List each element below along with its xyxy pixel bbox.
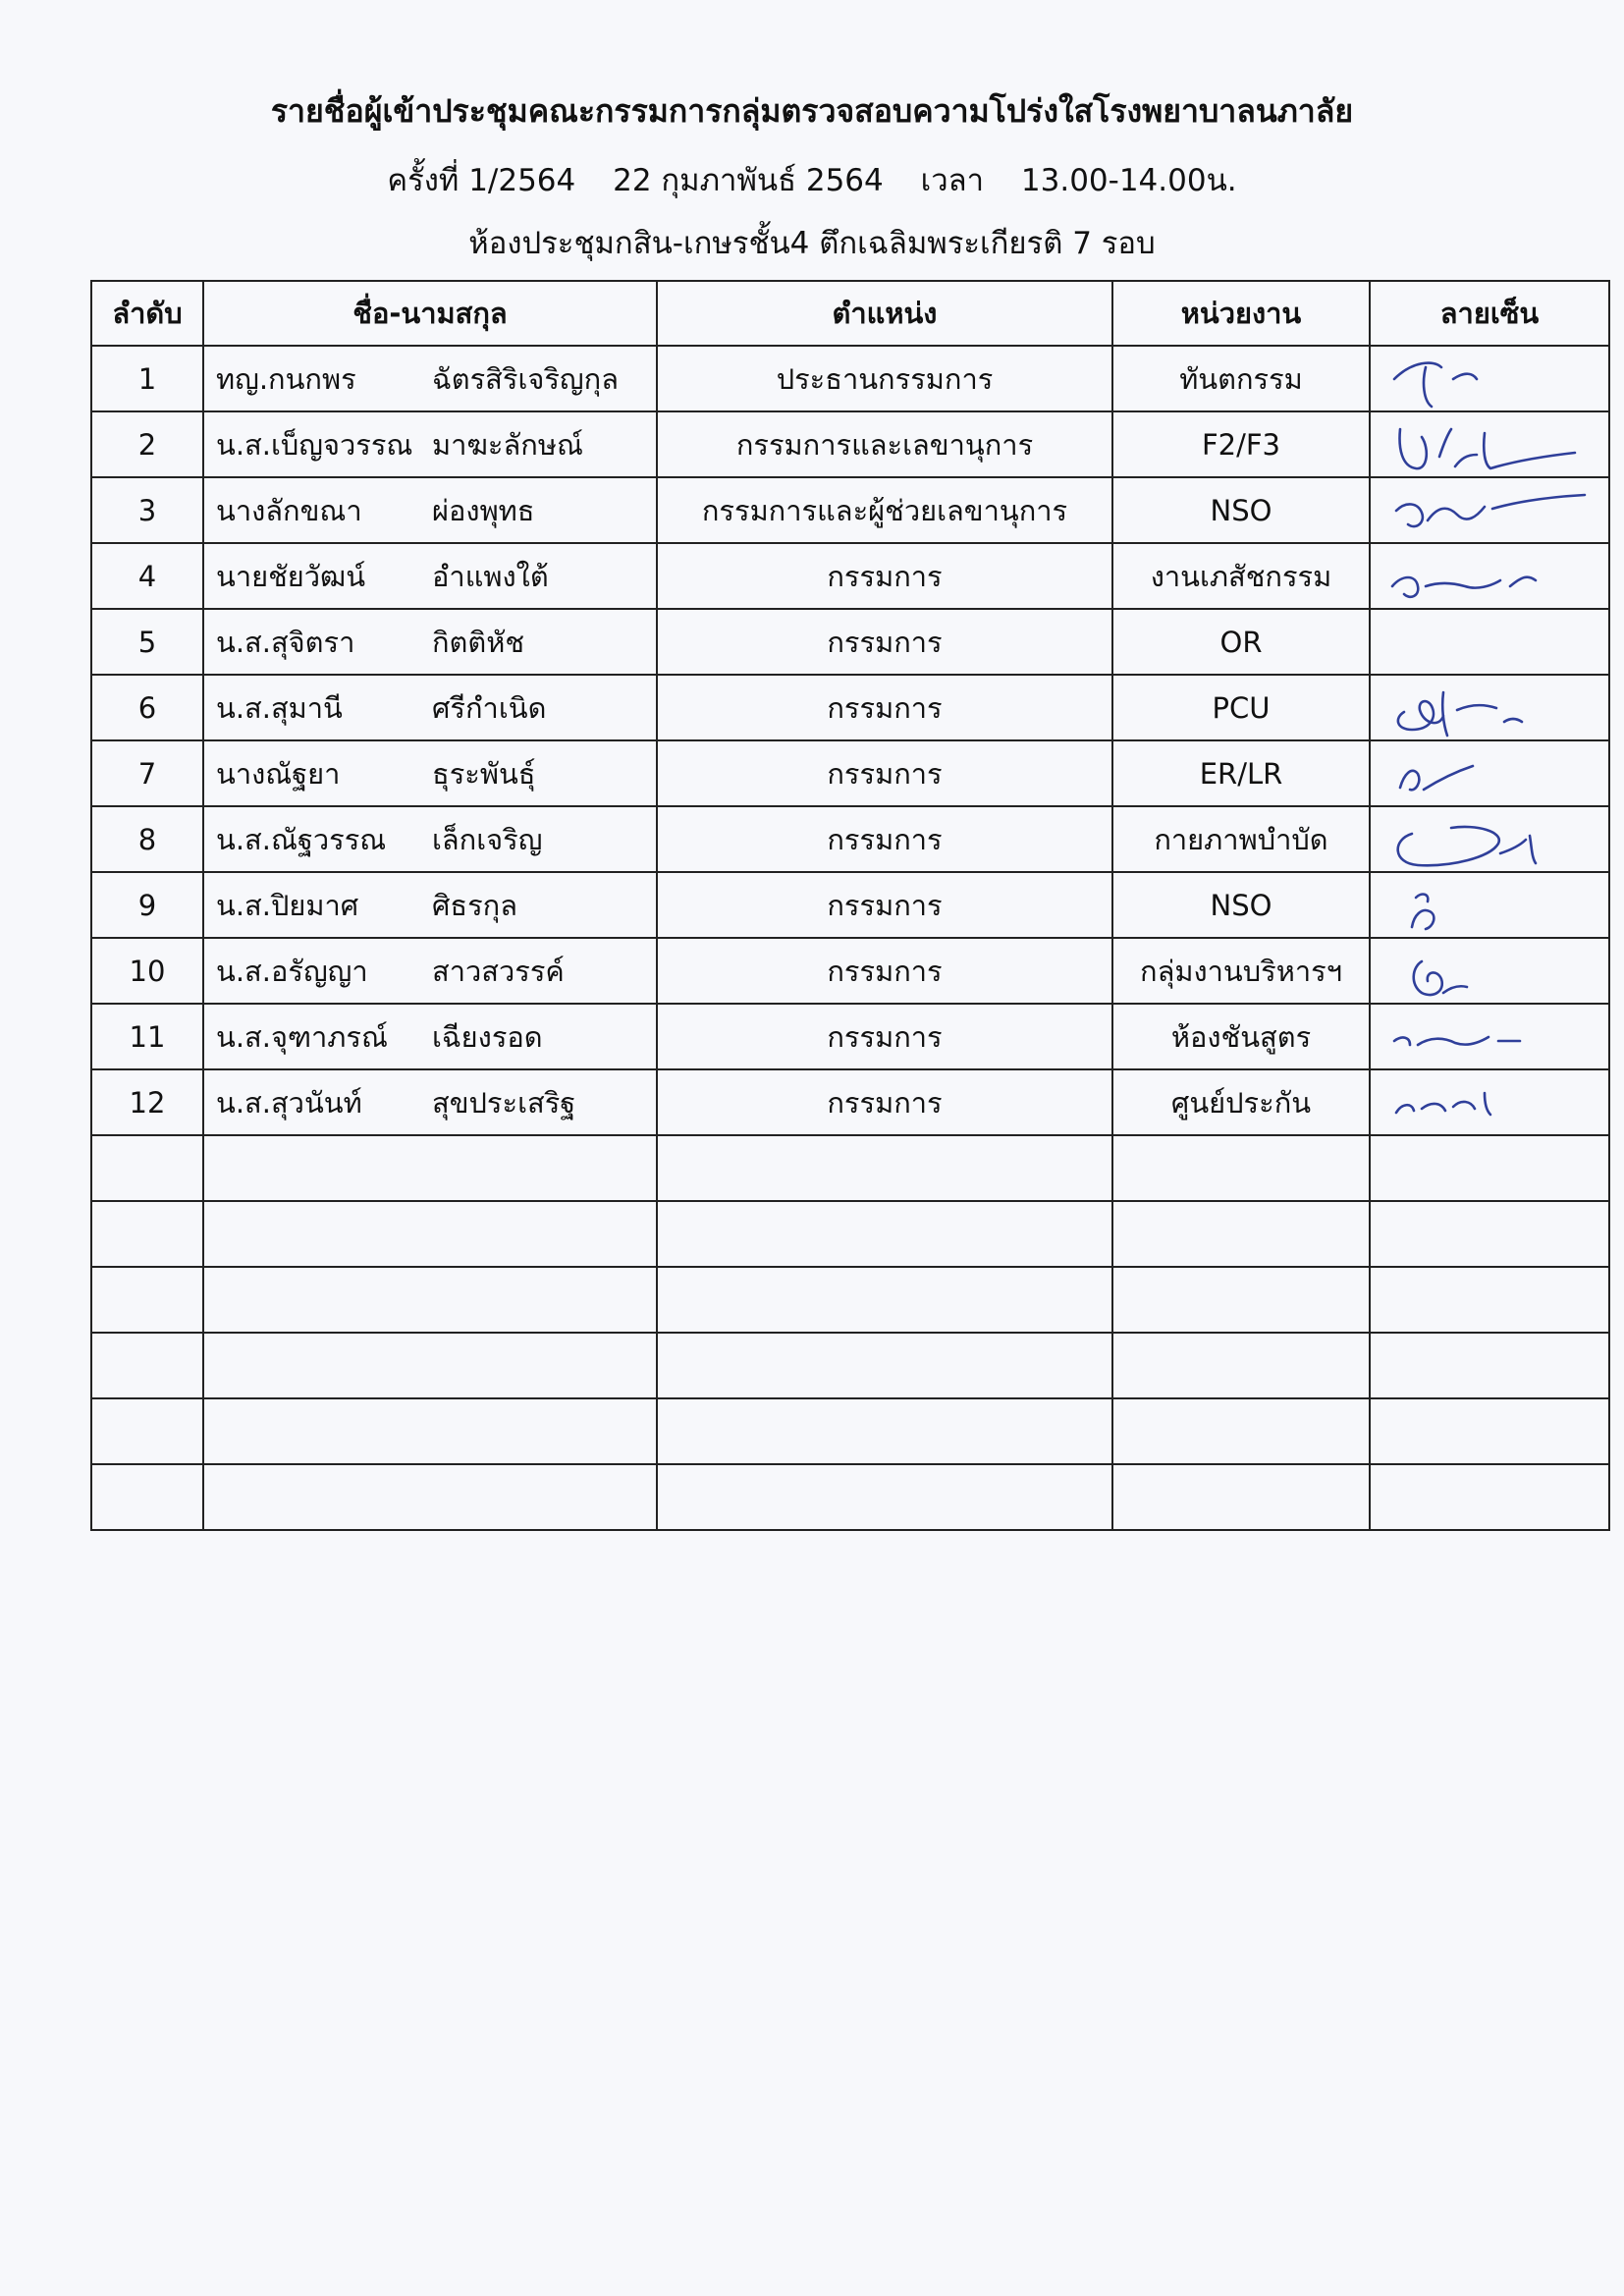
table-row xyxy=(91,411,1609,477)
blank-row xyxy=(91,1201,1609,1267)
column-header-order: ลำดับ xyxy=(91,281,203,346)
cell-signature xyxy=(1370,1004,1609,1069)
blank-cell xyxy=(203,1398,657,1464)
blank-cell xyxy=(203,1464,657,1530)
cell-signature xyxy=(1370,740,1609,806)
table-row xyxy=(91,1004,1609,1069)
cell-position: กรรมการ xyxy=(657,938,1112,1004)
first-name: นายชัยวัฒน์ xyxy=(216,559,366,593)
signature-mark xyxy=(1382,1008,1598,1066)
table-row xyxy=(91,740,1609,806)
signature-mark xyxy=(1382,942,1598,1001)
cell-unit: กายภาพบำบัด xyxy=(1112,806,1370,872)
first-name: น.ส.ณัฐวรรณ xyxy=(216,822,387,856)
signature-mark xyxy=(1382,415,1598,474)
blank-cell xyxy=(1370,1398,1609,1464)
meeting-number: ครั้งที่ 1/2564 xyxy=(387,163,576,198)
column-header-name: ชื่อ-นามสกุล xyxy=(203,281,657,346)
cell-signature xyxy=(1370,543,1609,609)
signature-mark xyxy=(1382,744,1598,803)
blank-cell xyxy=(1112,1464,1370,1530)
signature-mark xyxy=(1382,876,1598,935)
last-name: สาวสวรรค์ xyxy=(432,954,565,988)
cell-name xyxy=(203,543,657,609)
column-header-position: ตำแหน่ง xyxy=(657,281,1112,346)
last-name: ฉัตรสิริเจริญกุล xyxy=(432,361,619,396)
cell-signature xyxy=(1370,346,1609,411)
meeting-time-label: เวลา xyxy=(920,163,985,198)
blank-cell xyxy=(1112,1267,1370,1333)
cell-signature xyxy=(1370,477,1609,543)
cell-unit: ศูนย์ประกัน xyxy=(1112,1069,1370,1135)
blank-cell xyxy=(1370,1267,1609,1333)
first-name: น.ส.สุมานี xyxy=(216,690,343,725)
table-row xyxy=(91,1069,1609,1135)
cell-name xyxy=(203,609,657,675)
cell-unit: ER/LR xyxy=(1112,740,1370,806)
blank-row xyxy=(91,1135,1609,1201)
cell-name xyxy=(203,477,657,543)
cell-position: กรรมการ xyxy=(657,609,1112,675)
first-name: นางลักขณา xyxy=(216,493,362,527)
cell-name xyxy=(203,872,657,938)
column-header-unit: หน่วยงาน xyxy=(1112,281,1370,346)
blank-row xyxy=(91,1267,1609,1333)
table-row xyxy=(91,609,1609,675)
cell-position: กรรมการ xyxy=(657,872,1112,938)
last-name: เฉียงรอด xyxy=(432,1019,543,1054)
column-header-signature: ลายเซ็น xyxy=(1370,281,1609,346)
blank-row xyxy=(91,1398,1609,1464)
table-header-row xyxy=(91,281,1609,346)
meeting-date: 22 กุมภาพันธ์ 2564 xyxy=(613,163,884,198)
signature-mark xyxy=(1382,350,1598,409)
signature-mark xyxy=(1382,810,1598,869)
cell-name xyxy=(203,675,657,740)
blank-cell xyxy=(91,1398,203,1464)
cell-name xyxy=(203,806,657,872)
blank-cell xyxy=(91,1464,203,1530)
blank-cell xyxy=(1370,1201,1609,1267)
cell-name xyxy=(203,740,657,806)
cell-position: กรรมการและเลขานุการ xyxy=(657,411,1112,477)
table-row xyxy=(91,675,1609,740)
blank-row xyxy=(91,1464,1609,1530)
blank-row xyxy=(91,1333,1609,1398)
blank-cell xyxy=(657,1201,1112,1267)
last-name: อำแพงใต้ xyxy=(432,559,549,593)
signature-mark xyxy=(1382,1073,1598,1132)
cell-order: 7 xyxy=(91,740,203,806)
cell-unit: PCU xyxy=(1112,675,1370,740)
last-name: มาฆะลักษณ์ xyxy=(432,427,583,462)
signature-mark xyxy=(1382,481,1598,540)
first-name: น.ส.อรัญญา xyxy=(216,954,368,988)
table-row xyxy=(91,346,1609,411)
blank-cell xyxy=(203,1201,657,1267)
blank-cell xyxy=(1112,1398,1370,1464)
cell-signature xyxy=(1370,1069,1609,1135)
blank-cell xyxy=(657,1267,1112,1333)
last-name: สุขประเสริฐ xyxy=(432,1085,576,1120)
cell-signature xyxy=(1370,675,1609,740)
cell-order: 2 xyxy=(91,411,203,477)
blank-cell xyxy=(1112,1333,1370,1398)
cell-unit: F2/F3 xyxy=(1112,411,1370,477)
meeting-time: 13.00-14.00น. xyxy=(1020,163,1237,198)
last-name: ศิธรกุล xyxy=(432,888,518,922)
cell-signature xyxy=(1370,609,1609,675)
cell-position: กรรมการ xyxy=(657,740,1112,806)
cell-order: 8 xyxy=(91,806,203,872)
cell-unit: NSO xyxy=(1112,477,1370,543)
cell-name xyxy=(203,938,657,1004)
blank-cell xyxy=(657,1135,1112,1201)
blank-cell xyxy=(657,1464,1112,1530)
last-name: ธุระพันธุ์ xyxy=(432,756,536,791)
cell-name xyxy=(203,1069,657,1135)
cell-position: กรรมการ xyxy=(657,1004,1112,1069)
signature-mark xyxy=(1382,547,1598,606)
table-row xyxy=(91,938,1609,1004)
cell-name xyxy=(203,346,657,411)
cell-position: กรรมการและผู้ช่วยเลขานุการ xyxy=(657,477,1112,543)
cell-order: 1 xyxy=(91,346,203,411)
cell-unit: ห้องชันสูตร xyxy=(1112,1004,1370,1069)
cell-signature xyxy=(1370,872,1609,938)
cell-unit: ทันตกรรม xyxy=(1112,346,1370,411)
cell-unit: กลุ่มงานบริหารฯ xyxy=(1112,938,1370,1004)
first-name: น.ส.สุวนันท์ xyxy=(216,1085,362,1120)
first-name: นางณัฐยา xyxy=(216,756,341,791)
cell-position: กรรมการ xyxy=(657,806,1112,872)
cell-position: กรรมการ xyxy=(657,675,1112,740)
cell-order: 5 xyxy=(91,609,203,675)
first-name: ทญ.กนกพร xyxy=(216,361,356,396)
cell-order: 11 xyxy=(91,1004,203,1069)
blank-cell xyxy=(657,1333,1112,1398)
blank-cell xyxy=(91,1201,203,1267)
blank-cell xyxy=(203,1135,657,1201)
document-title: รายชื่อผู้เข้าประชุมคณะกรรมการกลุ่มตรวจสอบความโปร่งใสโรงพยาบาลนภาลัย xyxy=(270,92,1354,130)
cell-name xyxy=(203,411,657,477)
blank-cell xyxy=(1112,1135,1370,1201)
table-row xyxy=(91,872,1609,938)
cell-order: 3 xyxy=(91,477,203,543)
table-row xyxy=(91,806,1609,872)
table-row xyxy=(91,543,1609,609)
cell-order: 6 xyxy=(91,675,203,740)
cell-unit: NSO xyxy=(1112,872,1370,938)
blank-cell xyxy=(203,1267,657,1333)
last-name: ผ่องพุทธ xyxy=(432,493,535,527)
table-row xyxy=(91,477,1609,543)
cell-order: 10 xyxy=(91,938,203,1004)
blank-cell xyxy=(1112,1201,1370,1267)
cell-signature xyxy=(1370,938,1609,1004)
last-name: เล็กเจริญ xyxy=(432,822,543,856)
cell-position: กรรมการ xyxy=(657,1069,1112,1135)
attendance-table xyxy=(90,280,1610,1531)
blank-cell xyxy=(657,1398,1112,1464)
cell-unit: OR xyxy=(1112,609,1370,675)
first-name: น.ส.เบ็ญจวรรณ xyxy=(216,427,413,462)
first-name: น.ส.จุฑาภรณ์ xyxy=(216,1019,388,1054)
cell-signature xyxy=(1370,411,1609,477)
blank-cell xyxy=(1370,1333,1609,1398)
meeting-info-line xyxy=(0,155,1624,204)
blank-cell xyxy=(91,1135,203,1201)
blank-cell xyxy=(1370,1135,1609,1201)
blank-cell xyxy=(1370,1464,1609,1530)
cell-position: ประธานกรรมการ xyxy=(657,346,1112,411)
cell-name xyxy=(203,1004,657,1069)
last-name: กิตติหัช xyxy=(432,625,525,659)
cell-unit: งานเภสัชกรรม xyxy=(1112,543,1370,609)
first-name: น.ส.ปิยมาศ xyxy=(216,888,359,922)
signature-mark xyxy=(1382,679,1598,738)
blank-cell xyxy=(203,1333,657,1398)
last-name: ศรีกำเนิด xyxy=(432,690,547,725)
cell-order: 12 xyxy=(91,1069,203,1135)
cell-signature xyxy=(1370,806,1609,872)
blank-cell xyxy=(91,1333,203,1398)
cell-order: 9 xyxy=(91,872,203,938)
cell-order: 4 xyxy=(91,543,203,609)
meeting-venue: ห้องประชุมกสิน-เกษรชั้น4 ตึกเฉลิมพระเกียรติ 7 รอบ xyxy=(468,226,1156,261)
cell-position: กรรมการ xyxy=(657,543,1112,609)
blank-cell xyxy=(91,1267,203,1333)
first-name: น.ส.สุจิตรา xyxy=(216,625,355,659)
